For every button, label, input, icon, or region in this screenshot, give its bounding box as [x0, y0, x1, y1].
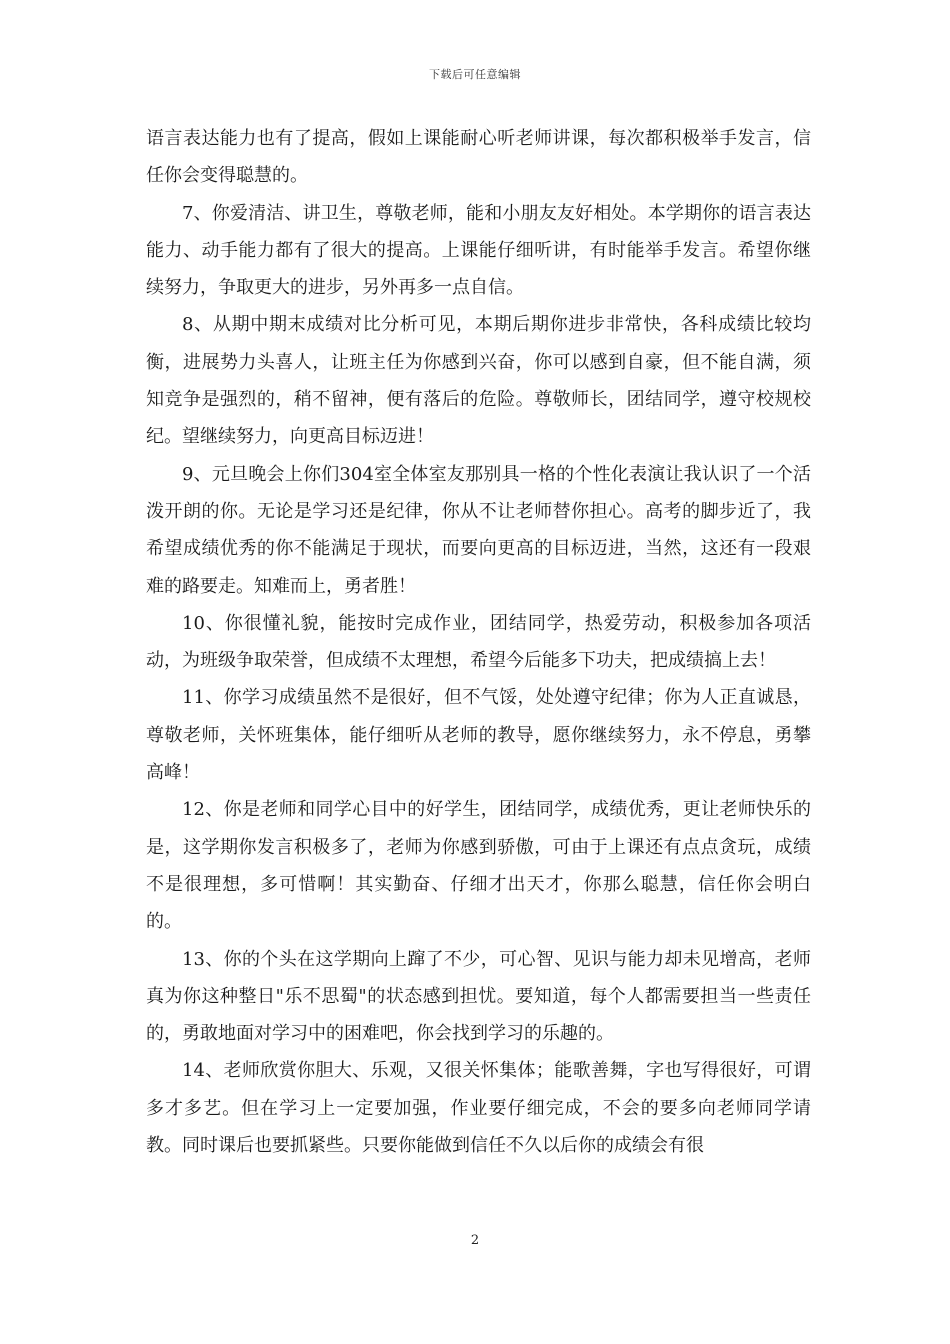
- paragraph-item-13: 13、你的个头在这学期向上蹿了不少，可心智、见识与能力却未见增高，老师真为你这种整日"乐不思蜀"的状态感到担忧。要知道，每个人都需要担当一些责任的，勇敢地面对学习中的困难吧，你会找到学习的乐趣的。: [146, 948, 811, 1045]
- page-header: 下载后可任意编辑: [429, 68, 521, 81]
- page-number: 2: [470, 1233, 480, 1248]
- paragraph-item-11: 11、你学习成绩虽然不是很好，但不气馁，处处遵守纪律；你为人正直诚恳，尊敬老师，关怀班集体，能仔细听从老师的教导，愿你继续努力，永不停息，勇攀高峰！: [146, 687, 811, 784]
- paragraph-item-14: 14、老师欣赏你胆大、乐观，又很关怀集体；能歌善舞，字也写得很好，可谓多才多艺。但在学习上一定要加强，作业要仔细完成，不会的要多向老师同学请教。同时课后也要抓紧些。只要你能做到信任不久以后你的成绩会有很: [146, 1060, 811, 1157]
- paragraph-item-12: 12、你是老师和同学心目中的好学生，团结同学，成绩优秀，更让老师快乐的是，这学期你发言积极多了，老师为你感到骄傲，可由于上课还有点点贪玩，成绩不是很理想，多可惜啊！其实勤奋、仔细才出天才，你那么聪慧，信任你会明白的。: [146, 799, 811, 933]
- paragraph-item-10: 10、你很懂礼貌，能按时完成作业，团结同学，热爱劳动，积极参加各项活动，为班级争取荣誉，但成绩不太理想，希望今后能多下功夫，把成绩搞上去！: [146, 612, 811, 672]
- document-body: [146, 120, 811, 1164]
- paragraph-continuation: 语言表达能力也有了提高，假如上课能耐心听老师讲课，每次都积极举手发言，信任你会变得聪慧的。: [146, 128, 811, 187]
- paragraph-item-7: 7、你爱清洁、讲卫生，尊敬老师，能和小朋友友好相处。本学期你的语言表达能力、动手能力都有了很大的提高。上课能仔细听讲，有时能举手发言。希望你继续努力，争取更大的进步，另外再多一点自信。: [146, 202, 811, 299]
- paragraph-item-8: 8、从期中期末成绩对比分析可见，本期后期你进步非常快，各科成绩比较均衡，进展势力头喜人，让班主任为你感到兴奋，你可以感到自豪，但不能自满，须知竞争是强烈的，稍不留神，便有落后的危险。尊敬师长，团结同学，遵守校规校纪。望继续努力，向更高目标迈进！: [146, 314, 811, 448]
- paragraph-item-9: 9、元旦晚会上你们304室全体室友那别具一格的个性化表演让我认识了一个活泼开朗的你。无论是学习还是纪律，你从不让老师替你担心。高考的脚步近了，我希望成绩优秀的你不能满足于现状，而要向更高的目标迈进，当然，这还有一段艰难的路要走。知难而上，勇者胜！: [146, 463, 811, 597]
